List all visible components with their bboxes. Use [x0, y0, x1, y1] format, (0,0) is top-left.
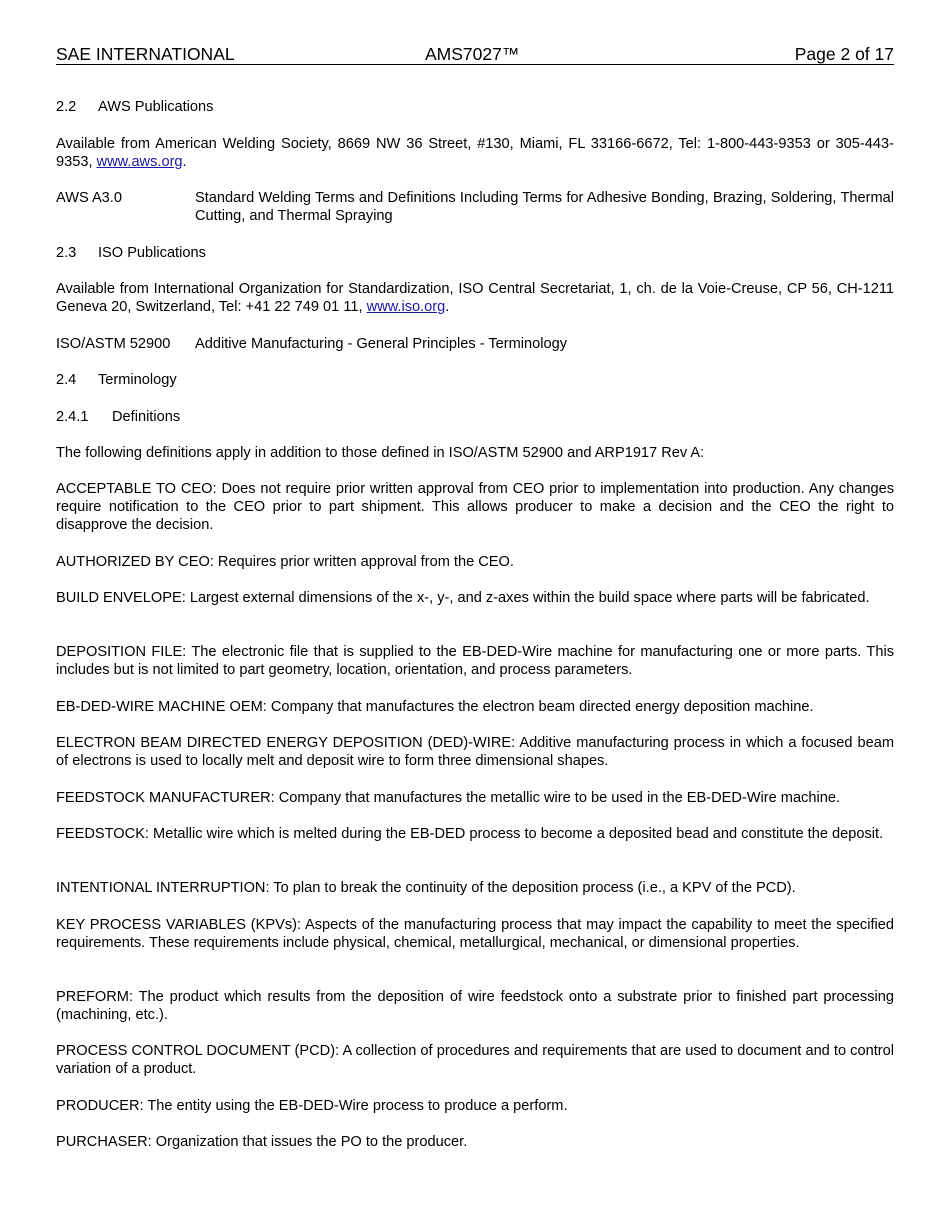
definition-paragraph: BUILD ENVELOPE: Largest external dimensions of the x-, y-, and z-axes within the build space where parts will be fabricated. [56, 590, 870, 606]
definition-paragraph: INTENTIONAL INTERRUPTION: To plan to break the continuity of the deposition process (i.e., a KPV of the PCD). [56, 880, 796, 896]
iso-link[interactable]: www.iso.org [366, 299, 446, 315]
reference-title: Standard Welding Terms and Definitions Including Terms for Adhesive Bonding, Brazing, Soldering, Thermal Cutting, and Thermal Spraying [195, 190, 894, 224]
definitions-intro: The following definitions apply in addition to those defined in ISO/ASTM 52900 and ARP1917 Rev A: [56, 445, 705, 461]
page-header [56, 44, 894, 65]
reference-title: Additive Manufacturing - General Principles - Terminology [195, 336, 568, 352]
reference-iso-52900 [56, 335, 894, 353]
definition-paragraph: ELECTRON BEAM DIRECTED ENERGY DEPOSITION (DED)-WIRE: Additive manufacturing process in which a focused beam of electrons is used to locally melt and deposit wire to form three dimensional shapes. [56, 735, 894, 769]
header-doc-id: AMS7027™ [425, 44, 520, 64]
aws-availability: Available from American Welding Society, 8669 NW 36 Street, #130, Miami, FL 33166-6672, Tel: 1-800-443-9353 or 305-443-9353, www.aws.org. [56, 136, 894, 170]
header-org: SAE INTERNATIONAL [56, 44, 235, 64]
iso-availability: Available from International Organization for Standardization, ISO Central Secretariat, 1, ch. de la Voie-Creuse, CP 56, CH-1211 Geneva 20, Switzerland, Tel: +41 22 749 01 11, www.iso.org. [56, 281, 894, 315]
definition-paragraph: PRODUCER: The entity using the EB-DED-Wire process to produce a perform. [56, 1098, 568, 1114]
aws-link[interactable]: www.aws.org [96, 154, 183, 170]
definition-paragraph: DEPOSITION FILE: The electronic file that is supplied to the EB-DED-Wire machine for manufacturing one or more parts. This includes but is not limited to part geometry, location, orientation, and process parameters. [56, 644, 894, 678]
reference-code: ISO/ASTM 52900 [56, 336, 171, 352]
section-heading-2-4-1: 2.4.1 Definitions [56, 409, 181, 425]
section-heading-2-4: 2.4 Terminology [56, 372, 177, 388]
definition-paragraph: KEY PROCESS VARIABLES (KPVs): Aspects of the manufacturing process that may impact the capability to meet the specified requirements. These requirements include physical, chemical, metallurgical, mechanical, or dimensional properties. [56, 917, 894, 951]
definition-paragraph: FEEDSTOCK: Metallic wire which is melted during the EB-DED process to become a deposited bead and constitute the deposit. [56, 826, 884, 842]
definition-paragraph: ACCEPTABLE TO CEO: Does not require prior written approval from CEO prior to implementation into production. Any changes require notification to the CEO prior to part shipment. This allows producer to make a decision and the CEO the right to disapprove the decision. [56, 481, 894, 533]
section-heading-2-2: 2.2 AWS Publications [56, 99, 214, 115]
reference-aws-a3 [56, 189, 894, 225]
definition-paragraph: FEEDSTOCK MANUFACTURER: Company that manufactures the metallic wire to be used in the EB-DED-Wire machine. [56, 790, 841, 806]
definition-paragraph: EB-DED-WIRE MACHINE OEM: Company that manufactures the electron beam directed energy deposition machine. [56, 699, 814, 715]
definition-paragraph: PURCHASER: Organization that issues the PO to the producer. [56, 1134, 468, 1150]
definition-paragraph: AUTHORIZED BY CEO: Requires prior written approval from the CEO. [56, 554, 514, 570]
definition-paragraph: PROCESS CONTROL DOCUMENT (PCD): A collection of procedures and requirements that are used to document and to control variation of a product. [56, 1043, 894, 1077]
header-page-number: Page 2 of 17 [794, 44, 894, 64]
definition-paragraph: PREFORM: The product which results from the deposition of wire feedstock onto a substrate prior to finished part processing (machining, etc.). [56, 989, 894, 1023]
reference-code: AWS A3.0 [56, 190, 122, 206]
section-heading-2-3: 2.3 ISO Publications [56, 245, 206, 261]
